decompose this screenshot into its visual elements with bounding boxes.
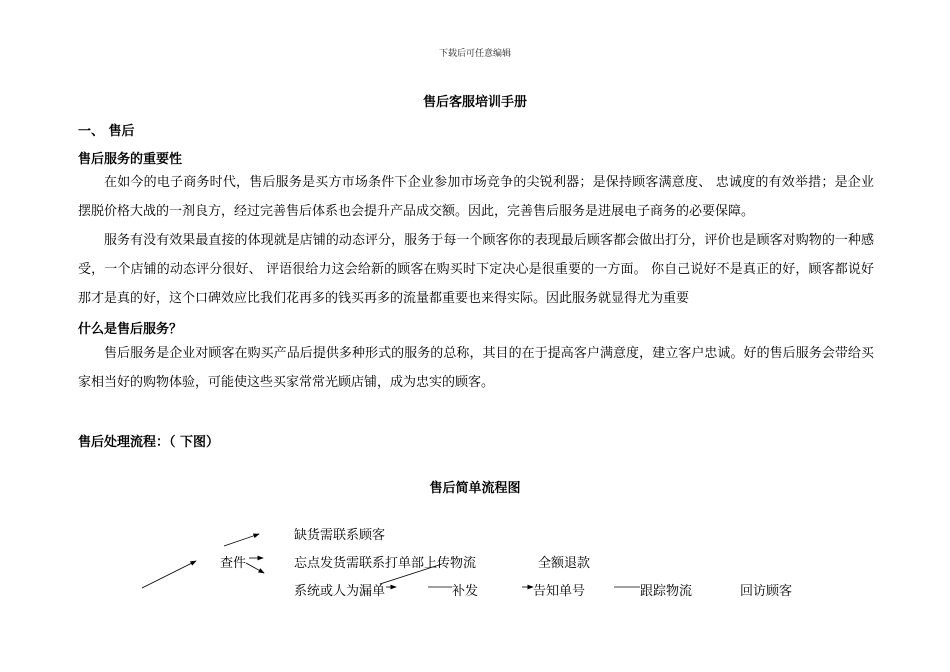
header-note: 下载后可任意编辑 (438, 49, 511, 59)
paragraph-importance-2: 服务有没有效果最直接的体现就是店铺的动态评分，服务于每一个顾客你的表现最后顾客都会做出打分，评价也是顾客对购物的一种感受，一个店铺的动态评分很好、 评语很给力这会给新的顾客在购买时下定决心是很重要的一方面。 你自己说好不是真正的好，顾客都说好那才是真的好，这个口碑效应比我们花再多的钱买再多的流量都重要也来得实际。因此服务就显得尤为重要 (78, 233, 874, 306)
flow-node-notify: 告知单号 (533, 584, 586, 599)
paragraph-definition: 售后服务是企业对顾客在购买产品后提供多种形式的服务的总称，其目的在于提高客户满意度，建立客户忠诚。好的售后服务会带给买家相当好的购物体验，可能使这些买家常常光顾店铺，成为忠实的顾客。 (78, 346, 874, 390)
flow-node-reship: 补发 (452, 584, 479, 599)
subheading-importance: 售后服务的重要性 (78, 152, 183, 167)
arrow-to-missed (246, 563, 264, 573)
flow-node-check: 查件 (220, 556, 247, 571)
arrow-to-out-of-stock (224, 534, 259, 546)
paragraph-importance-1: 在如今的电子商务时代，售后服务是买方市场条件下企业参加市场竞争的尖锐利器；是保持顾客满意度、 忠诚度的有效举措；是企业摆脱价格大战的一剂良方，经过完善售后体系也会提升产品成交额。因此，完善售后服务是进展电子商务的必要保障。 (78, 175, 874, 219)
flow-node-out-of-stock: 缺货需联系顾客 (294, 528, 386, 543)
flow-node-forgot-ship: 忘点发货需联系打单部上传物流 (294, 556, 477, 571)
flow-node-missed: 系统或人为漏单 (294, 584, 386, 599)
flow-node-revisit: 回访顾客 (740, 584, 793, 599)
flow-node-track: 跟踪物流 (640, 584, 693, 599)
flow-node-full-refund: 全额退款 (538, 556, 591, 571)
subheading-what-is: 什么是售后服务？ (78, 322, 183, 337)
section-heading-after-sales: 一、 售后 (78, 124, 135, 139)
flow-heading: 售后处理流程：（ 下图） (78, 435, 220, 450)
flowchart-title: 售后简单流程图 (429, 481, 521, 496)
page-title: 售后客服培训手册 (422, 95, 527, 110)
arrow-to-check (142, 561, 196, 588)
